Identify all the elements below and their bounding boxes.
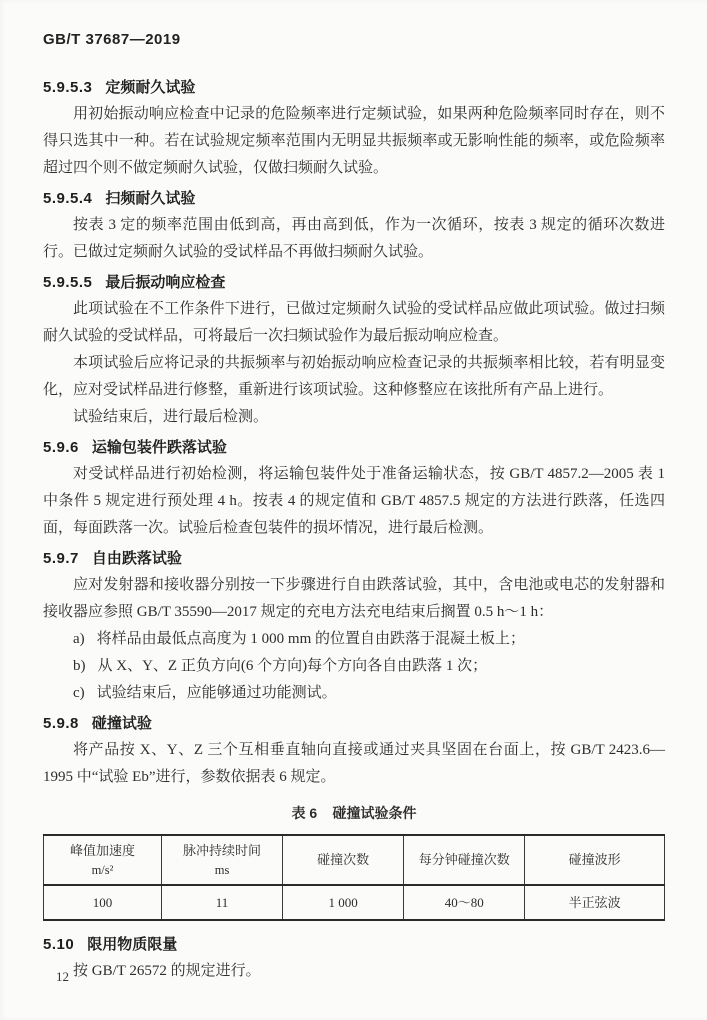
section-number: 5.9.5.3 (43, 79, 93, 96)
table-header-cell (404, 835, 525, 885)
page-number: 12 (56, 969, 69, 984)
section-number: 5.10 (43, 936, 75, 953)
section-heading-5-9-5-5 (43, 269, 665, 296)
table-header-cell (161, 835, 282, 885)
section-number: 5.9.7 (43, 550, 79, 567)
list-item-text: 从 X、Y、Z 正负方向(6 个方向)每个方向各自由跌落 1 次； (97, 658, 488, 674)
paragraph: 对受试样品进行初始检测，将运输包装件处于准备运输状态，按 GB/T 4857.2—2005 表 1 中条件 5 规定进行预处理 4 h。按表 4 的规定值和 GB/T 4857.5 规定的方法进行跌落，任选四面，每面跌落一次。试验后检查包装件的损坏情况，进行最后检测。 (43, 466, 665, 536)
list-item-a (43, 626, 665, 653)
section-heading-5-9-6 (43, 434, 665, 461)
list-item-label: a) (73, 631, 85, 647)
table-row (44, 885, 665, 920)
column-name: 脉冲持续时间 (183, 843, 262, 858)
paragraph: 应对发射器和接收器分别按一下步骤进行自由跌落试验，其中，含电池或电芯的发射器和接收器应参照 GB/T 35590—2017 规定的充电方法充电结束后搁置 0.5 h～1 h： (43, 577, 665, 620)
column-unit: m/s² (91, 863, 114, 877)
section-heading-5-9-8 (43, 710, 665, 737)
table-cell: 40～80 (404, 885, 525, 920)
table-header-cell (44, 835, 162, 885)
standard-number-header: GB/T 37687—2019 (43, 31, 181, 48)
impact-test-conditions-table (43, 834, 665, 921)
section-title: 运输包装件跌落试验 (91, 439, 227, 456)
table-header-cell (525, 835, 665, 885)
section-number: 5.9.5.5 (43, 274, 93, 291)
paragraph: 此项试验在不工作条件下进行，已做过定频耐久试验的受试样品应做此项试验。做过扫频耐久试验的受试样品，可将最后一次扫频试验作为最后振动响应检查。 (43, 301, 665, 344)
table-cell: 半正弦波 (525, 885, 665, 920)
paragraph: 将产品按 X、Y、Z 三个互相垂直轴向直接或通过夹具坚固在台面上，按 GB/T 2423.6—1995 中“试验 Eb”进行，参数依据表 6 规定。 (43, 742, 665, 785)
list-item-label: b) (73, 658, 86, 674)
table-caption-label: 表 6 (291, 805, 318, 821)
list-item-label: c) (73, 685, 85, 701)
section-number: 5.9.5.4 (43, 190, 93, 207)
section-title: 碰撞试验 (91, 715, 152, 732)
paragraph: 本项试验后应将记录的共振频率与初始振动响应检查记录的共振频率相比较，若有明显变化，应对受试样品进行修整，重新进行该项试验。这种修整应在该批所有产品上进行。 (43, 355, 665, 398)
column-unit: ms (214, 863, 230, 877)
section-heading-5-9-5-4 (43, 185, 665, 212)
list-item-text: 试验结束后，应能够通过功能测试。 (96, 685, 337, 701)
list-item-b (43, 653, 665, 680)
table-cell: 1 000 (283, 885, 404, 920)
section-number: 5.9.6 (43, 439, 79, 456)
paragraph: 用初始振动响应检查中记录的危险频率进行定频试验，如果两种危险频率同时存在，则不得只选其中一种。若在试验规定频率范围内无明显共振频率或无影响性能的频率，或危险频率超过四个则不做定频耐久试验，仅做扫频耐久试验。 (43, 106, 665, 176)
table-caption (43, 800, 665, 827)
paragraph: 按表 3 定的频率范围由低到高，再由高到低，作为一次循环，按表 3 规定的循环次数进行。已做过定频耐久试验的受试样品不再做扫频耐久试验。 (43, 217, 665, 260)
table-header-row (44, 835, 665, 885)
section-heading-5-10 (43, 931, 665, 958)
section-title: 限用物质限量 (87, 936, 178, 953)
list-item-c (43, 680, 665, 707)
section-heading-5-9-7 (43, 545, 665, 572)
section-title: 自由跌落试验 (91, 550, 182, 567)
table-header-cell (283, 835, 404, 885)
section-number: 5.9.8 (43, 715, 79, 732)
column-name: 峰值加速度 (69, 843, 135, 858)
section-heading-5-9-5-3 (43, 74, 665, 101)
paragraph: 按 GB/T 26572 的规定进行。 (73, 963, 261, 979)
paragraph: 试验结束后，进行最后检测。 (73, 409, 269, 425)
section-title: 定频耐久试验 (105, 79, 196, 96)
column-name: 碰撞次数 (317, 852, 370, 867)
list-item-text: 将样品由最低点高度为 1 000 mm 的位置自由跌落于混凝土板上； (96, 631, 525, 647)
section-title: 扫频耐久试验 (105, 190, 196, 207)
column-name: 每分钟碰撞次数 (418, 852, 510, 867)
column-name: 碰撞波形 (568, 852, 621, 867)
table-cell: 100 (44, 885, 162, 920)
table-cell: 11 (161, 885, 282, 920)
section-title: 最后振动响应检查 (105, 274, 226, 291)
table-caption-title: 碰撞试验条件 (332, 805, 417, 821)
